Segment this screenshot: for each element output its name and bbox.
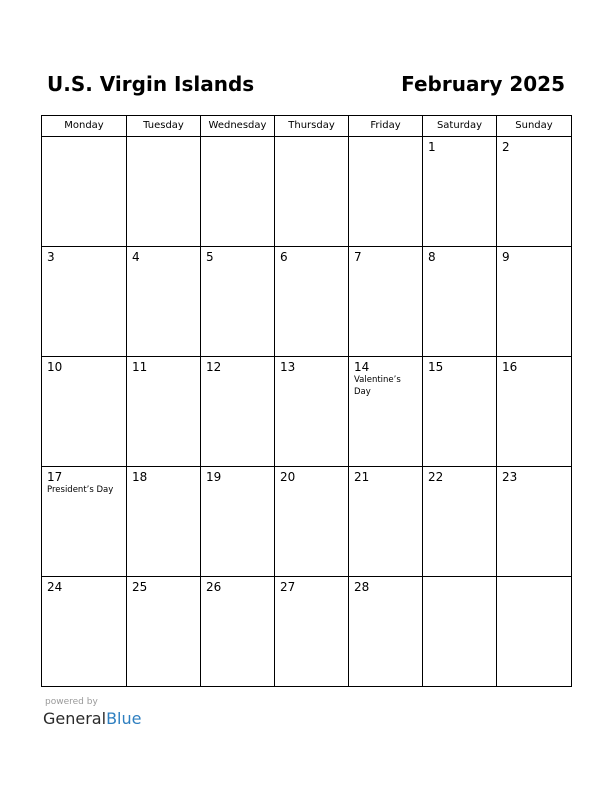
day-number: 9 bbox=[502, 250, 510, 264]
week-row bbox=[42, 137, 572, 247]
day-cell bbox=[349, 247, 423, 357]
day-cell bbox=[201, 357, 275, 467]
day-number bbox=[423, 577, 496, 580]
day-cell bbox=[349, 467, 423, 577]
day-number: 26 bbox=[206, 580, 222, 594]
day-cell bbox=[201, 137, 275, 247]
day-number: 10 bbox=[47, 360, 63, 374]
day-cell bbox=[275, 247, 349, 357]
day-number: 24 bbox=[47, 580, 63, 594]
day-number: 17 bbox=[47, 470, 63, 484]
day-number: 13 bbox=[280, 360, 296, 374]
day-number: 14 bbox=[354, 360, 370, 374]
day-number: 21 bbox=[354, 470, 370, 484]
week-row bbox=[42, 247, 572, 357]
day-number: 3 bbox=[47, 250, 55, 264]
day-number: 1 bbox=[428, 140, 436, 154]
weekday-header-thursday: Thursday bbox=[275, 116, 349, 137]
day-number bbox=[42, 137, 126, 140]
day-number bbox=[201, 137, 274, 140]
day-number: 12 bbox=[206, 360, 222, 374]
day-number: 15 bbox=[428, 360, 444, 374]
day-cell bbox=[497, 357, 572, 467]
day-number: 25 bbox=[132, 580, 148, 594]
day-cell bbox=[497, 577, 572, 687]
day-number: 6 bbox=[280, 250, 288, 264]
weekday-header-friday: Friday bbox=[349, 116, 423, 137]
calendar-region-title: U.S. Virgin Islands bbox=[47, 72, 255, 96]
day-cell bbox=[423, 577, 497, 687]
weekday-header-sunday: Sunday bbox=[497, 116, 572, 137]
footer-branding bbox=[43, 697, 141, 729]
day-cell bbox=[423, 137, 497, 247]
day-cell bbox=[42, 137, 127, 247]
day-number: 27 bbox=[280, 580, 296, 594]
day-cell bbox=[349, 137, 423, 247]
day-cell bbox=[497, 467, 572, 577]
day-cell bbox=[127, 467, 201, 577]
day-number: 22 bbox=[428, 470, 444, 484]
calendar-month-title: February 2025 bbox=[401, 72, 565, 96]
day-cell bbox=[275, 137, 349, 247]
day-number: 18 bbox=[132, 470, 148, 484]
day-cell bbox=[201, 577, 275, 687]
calendar-grid bbox=[41, 115, 572, 687]
day-number bbox=[275, 137, 348, 140]
day-number: 16 bbox=[502, 360, 518, 374]
day-cell bbox=[497, 247, 572, 357]
day-number: 23 bbox=[502, 470, 518, 484]
day-cell bbox=[275, 577, 349, 687]
day-number: 2 bbox=[502, 140, 510, 154]
day-cell bbox=[42, 357, 127, 467]
day-cell bbox=[127, 137, 201, 247]
logo-text-blue: Blue bbox=[106, 709, 142, 728]
week-row bbox=[42, 577, 572, 687]
day-cell bbox=[349, 577, 423, 687]
day-number: 11 bbox=[132, 360, 148, 374]
day-number bbox=[497, 577, 571, 580]
weekday-header-wednesday: Wednesday bbox=[201, 116, 275, 137]
weekday-header-tuesday: Tuesday bbox=[127, 116, 201, 137]
day-cell bbox=[423, 247, 497, 357]
day-number: 4 bbox=[132, 250, 140, 264]
day-number: 19 bbox=[206, 470, 222, 484]
day-number: 5 bbox=[206, 250, 214, 264]
day-cell bbox=[423, 357, 497, 467]
day-cell bbox=[201, 467, 275, 577]
day-cell bbox=[42, 467, 127, 577]
weekday-header-monday: Monday bbox=[42, 116, 127, 137]
day-cell bbox=[275, 467, 349, 577]
holiday-label: Valentine’s Day bbox=[354, 375, 401, 397]
holiday-label: President’s Day bbox=[47, 485, 114, 495]
day-number: 7 bbox=[354, 250, 362, 264]
day-cell bbox=[127, 577, 201, 687]
day-number bbox=[349, 137, 422, 140]
day-cell bbox=[42, 247, 127, 357]
day-cell bbox=[275, 357, 349, 467]
logo-text-general: General bbox=[43, 709, 107, 728]
generalblue-logo[interactable] bbox=[43, 709, 141, 729]
day-number bbox=[127, 137, 200, 140]
powered-by-label: powered by bbox=[45, 697, 98, 707]
day-cell bbox=[127, 357, 201, 467]
week-row bbox=[42, 357, 572, 467]
weekday-header-saturday: Saturday bbox=[423, 116, 497, 137]
day-cell bbox=[127, 247, 201, 357]
day-number: 20 bbox=[280, 470, 296, 484]
day-cell bbox=[497, 137, 572, 247]
weekday-header-row bbox=[42, 116, 572, 137]
day-cell bbox=[201, 247, 275, 357]
day-cell bbox=[349, 357, 423, 467]
day-cell bbox=[42, 577, 127, 687]
day-number: 28 bbox=[354, 580, 370, 594]
week-row bbox=[42, 467, 572, 577]
day-number: 8 bbox=[428, 250, 436, 264]
day-cell bbox=[423, 467, 497, 577]
